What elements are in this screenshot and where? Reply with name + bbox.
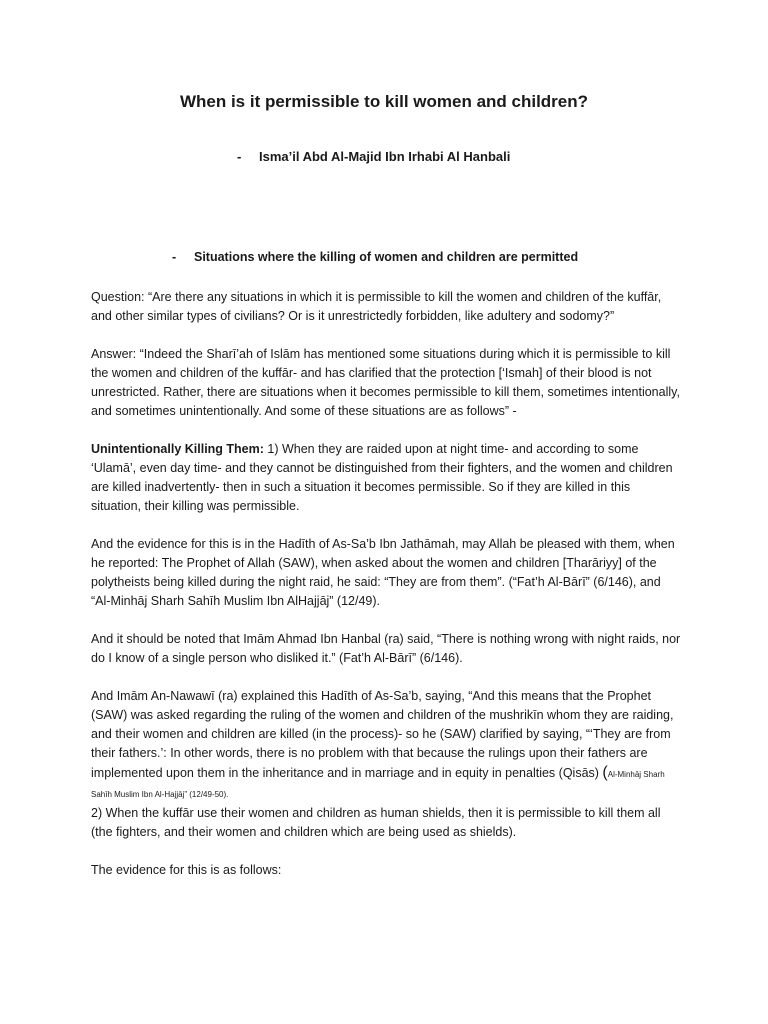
author-name: Isma’il Abd Al-Majid Ibn Irhabi Al Hanbali — [259, 149, 511, 164]
unintentional-heading: Unintentionally Killing Them: — [91, 442, 264, 456]
nawawi-paren: ( — [602, 764, 608, 781]
unintentional-text: 1) When they are raided upon at night time- and according to some ‘Ulamā’, even day time- and they cannot be distinguished from their fighters, and the women and children are killed inadvertently- then in such a situation it becomes permissible. So if they are killed in this situation, their killing was permissible. — [91, 442, 673, 513]
question-paragraph: Question: “Are there any situations in which it is permissible to kill the women and children of the kuffār, and other similar types of civilians? Or is it unrestrictedly forbidden, like adultery and sodomy?” — [91, 290, 662, 323]
nawawi-paragraph — [91, 687, 681, 804]
subheading-text: Situations where the killing of women and children are permitted — [194, 250, 579, 264]
evidence-2-paragraph: The evidence for this is as follows: — [91, 863, 282, 877]
page-title: When is it permissible to kill women and children? — [179, 92, 589, 111]
section-subheading — [172, 250, 578, 264]
author-line — [237, 149, 510, 164]
unintentional-paragraph — [91, 440, 681, 516]
nawawi-citation: Al-Minhāj Sharh Sahīh Muslim Ibn Al-Hajjāj” (12/49-50). — [91, 770, 665, 799]
subheading-dash: - — [172, 250, 177, 264]
answer-paragraph: Answer: “Indeed the Sharī’ah of Islām has mentioned some situations during which it is permissible to kill the women and children of the kuffār- and has clarified that the protection [‘Ismah] of their blood is not unrestricted. Rather, there are situations when it becomes permissible to kill them, sometimes intentionally, and sometimes unintentionally. And some of these situations are as follows” - — [91, 347, 680, 418]
point-2-paragraph: 2) When the kuffār use their women and children as human shields, then it is permissible to kill them all (the fighters, and their women and children which are being used as shields). — [91, 806, 661, 839]
nawawi-text: And Imām An-Nawawī (ra) explained this Hadīth of As-Sa’b, saying, “And this means that the Prophet (SAW) was asked regarding the ruling of the women and children of the mushrikīn whom they are raiding, and their women and children are killed (in the process)- so he (SAW) clarified by saying, “‘They are from their fathers.’: In other words, there is no problem with that because the rulings upon their fathers are implemented upon them in the inheritance and in marriage and in equity in penalties (Qisās) — [91, 689, 674, 780]
document-body — [91, 288, 681, 899]
note-paragraph: And it should be noted that Imām Ahmad Ibn Hanbal (ra) said, “There is nothing wrong with night raids, nor do I know of a single person who disliked it.” (Fat’h Al-Bārī” (6/146). — [91, 632, 681, 665]
evidence-paragraph: And the evidence for this is in the Hadīth of As-Sa’b Ibn Jathāmah, may Allah be pleased with them, when he reported: The Prophet of Allah (SAW), when asked about the women and children [Tharāriyy] of the polytheists being killed during the night raid, he said: “They are from them”. (“Fat’h Al-Bārī” (6/146), and “Al-Minhāj Sharh Sahīh Muslim Ibn AlHajjāj” (12/49). — [91, 537, 675, 608]
author-dash: - — [237, 149, 242, 164]
